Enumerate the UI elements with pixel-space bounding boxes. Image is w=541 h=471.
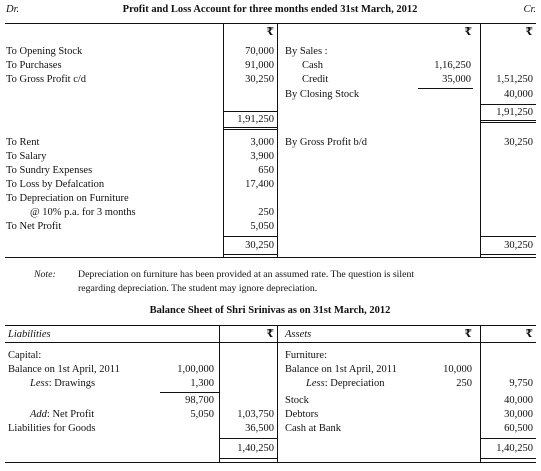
rupee-symbol: ₹	[464, 26, 472, 38]
bs-capital-label: Capital:	[8, 350, 42, 361]
note-line-2: regarding depreciation. The student may ignore depreciation.	[78, 283, 318, 294]
pl-debit2-label: To Depreciation on Furniture	[6, 193, 129, 204]
bs-drawings-amount: 1,300	[190, 378, 214, 389]
total-rule	[480, 254, 536, 255]
bs-less-depreciation: Less: Depreciation	[306, 378, 385, 389]
bs-liabilities-heading: Liabilities	[8, 329, 51, 340]
total-rule	[480, 122, 536, 123]
pl-debit-amount: 91,000	[245, 60, 274, 71]
dr-label: Dr.	[6, 4, 20, 15]
pl-debit2-label: To Salary	[6, 151, 47, 162]
pl-bottom-rule	[5, 257, 536, 258]
pl-total1-left: 1,91,250	[237, 114, 274, 125]
pl-col-divider-right	[480, 23, 481, 257]
bs-depreciation-amount: 250	[456, 378, 472, 389]
bs-furniture-net: 9,750	[509, 378, 533, 389]
bs-balance-amount: 1,00,000	[177, 364, 214, 375]
total-rule	[480, 438, 536, 439]
pl-debit2-amount: 3,000	[250, 137, 274, 148]
pl-debit2-label: To Rent	[6, 137, 40, 148]
bs-stock-amount: 40,000	[504, 395, 533, 406]
bs-cash-amount: 60,500	[504, 423, 533, 434]
pl-debit2-amount: 5,050	[250, 221, 274, 232]
bs-subtotal: 98,700	[185, 395, 214, 406]
pl-debit-label: To Opening Stock	[6, 46, 83, 57]
bs-balance-label: Balance on 1st April, 2011	[8, 364, 120, 375]
pl-debit2-label: To Net Profit	[6, 221, 62, 232]
bs-center-divider	[277, 325, 278, 462]
pl-debit2-label: To Sundry Expenses	[6, 165, 93, 176]
total-rule	[223, 127, 277, 128]
pl-title: Profit and Loss Account for three months ended 31st March, 2012	[122, 4, 418, 15]
total-rule	[480, 120, 536, 121]
rupee-symbol: ₹	[525, 328, 533, 340]
pl-debit2-amount: 17,400	[245, 179, 274, 190]
pl-debit2-label: To Loss by Defalcation	[6, 179, 105, 190]
bs-add-net-profit: Add: Net Profit	[30, 409, 95, 420]
bs-col-divider	[219, 325, 220, 462]
pl-debit-label: To Purchases	[6, 60, 62, 71]
total-rule	[480, 236, 536, 237]
bs-net-profit-amount: 5,050	[190, 409, 214, 420]
pl-total2-left: 30,250	[245, 240, 274, 251]
total-rule	[223, 129, 277, 130]
pl-credit-sales-label: By Sales :	[285, 46, 328, 57]
pl-credit-cash-label: Cash	[302, 60, 323, 71]
bs-top-rule	[5, 325, 536, 326]
bs-stock-label: Stock	[285, 395, 309, 406]
note-label: Note:	[34, 269, 56, 280]
rupee-symbol: ₹	[266, 328, 274, 340]
pl-credit-cash-amount: 1,16,250	[434, 60, 471, 71]
bs-furniture-balance-amount: 10,000	[443, 364, 472, 375]
bs-col-divider-right	[480, 325, 481, 462]
pl-total1-right: 1,91,250	[496, 107, 533, 118]
subtotal-rule	[160, 392, 219, 393]
pl-credit-gp-label: By Gross Profit b/d	[285, 137, 367, 148]
pl-debit2-amount: 3,900	[250, 151, 274, 162]
bs-title: Balance Sheet of Shri Srinivas as on 31st March, 2012	[149, 305, 391, 316]
total-rule	[223, 111, 277, 112]
total-rule	[219, 458, 277, 459]
total-rule	[219, 438, 277, 439]
rupee-symbol: ₹	[525, 26, 533, 38]
total-rule	[480, 458, 536, 459]
pl-credit-sales-total: 1,51,250	[496, 74, 533, 85]
pl-credit-closing-amount: 40,000	[504, 89, 533, 100]
pl-total2-right: 30,250	[504, 240, 533, 251]
pl-credit-closing-label: By Closing Stock	[285, 89, 360, 100]
bs-capital-total: 1,03,750	[237, 409, 274, 420]
bs-cash-label: Cash at Bank	[285, 423, 341, 434]
pl-credit-gp-amount: 30,250	[504, 137, 533, 148]
bs-less-drawings: Less: Drawings	[30, 378, 96, 389]
bs-furniture-balance-label: Balance on 1st April, 2011	[285, 364, 397, 375]
pl-debit2-amount: 250	[258, 207, 274, 218]
rupee-symbol: ₹	[464, 328, 472, 340]
pl-debit2-amount: 650	[258, 165, 274, 176]
cr-label: Cr.	[523, 4, 536, 15]
bs-furniture-label: Furniture:	[285, 350, 327, 361]
rupee-symbol: ₹	[266, 26, 274, 38]
subtotal-rule	[418, 88, 473, 89]
bs-bottom-rule	[5, 462, 536, 463]
pl-credit-credit-label: Credit	[302, 74, 329, 85]
pl-col-divider	[223, 23, 224, 257]
pl-debit-amount: 70,000	[245, 46, 274, 57]
total-rule	[223, 236, 277, 237]
pl-top-rule	[5, 23, 536, 24]
bs-total-liabilities: 1,40,250	[237, 443, 274, 454]
pl-credit-credit-amount: 35,000	[442, 74, 471, 85]
pl-debit-label: To Gross Profit c/d	[6, 74, 87, 85]
bs-total-assets: 1,40,250	[496, 443, 533, 454]
pl-debit2-label: @ 10% p.a. for 3 months	[30, 207, 136, 218]
bs-debtors-amount: 30,000	[504, 409, 533, 420]
total-rule	[480, 104, 536, 105]
bs-liabilities-goods-label: Liabilities for Goods	[8, 423, 96, 434]
bs-assets-heading: Assets	[285, 329, 312, 340]
bs-debtors-label: Debtors	[285, 409, 319, 420]
total-rule	[223, 254, 277, 255]
note-line-1: Depreciation on furniture has been provided at an assumed rate. The question is silent	[78, 269, 415, 280]
pl-debit-amount: 30,250	[245, 74, 274, 85]
bs-liabilities-goods-amount: 36,500	[245, 423, 274, 434]
pl-center-divider	[277, 23, 278, 257]
bs-header-rule	[5, 342, 536, 343]
